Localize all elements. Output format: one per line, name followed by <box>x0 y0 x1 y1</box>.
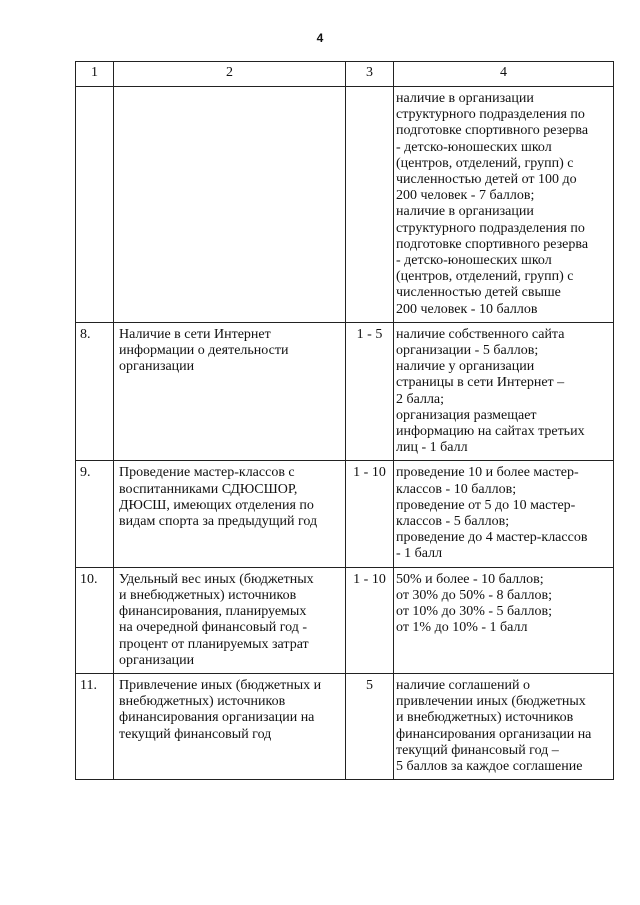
description-line: организация размещает <box>396 407 537 423</box>
criterion-line: организации <box>119 359 195 375</box>
description-line: 50% и более - 10 баллов; <box>396 571 544 587</box>
criterion-line: Наличие в сети Интернет <box>119 326 271 342</box>
criterion-line: Удельный вес иных (бюджетных <box>119 571 314 587</box>
description-line: наличие в организации <box>396 204 534 220</box>
criteria-table <box>75 61 614 780</box>
row-number: 10. <box>76 567 114 673</box>
description-line: информацию на сайтах третьих <box>396 424 585 440</box>
scoring-description-cell <box>394 322 614 461</box>
criterion-line: информации о деятельности <box>119 343 289 359</box>
description-line: от 1% до 10% - 1 балл <box>396 620 528 636</box>
score-range: 5 <box>346 673 394 779</box>
score-range <box>346 87 394 323</box>
scoring-description-cell <box>394 461 614 567</box>
page-number: 4 <box>316 31 324 45</box>
criterion-cell <box>114 673 346 779</box>
table-row <box>76 87 614 323</box>
description-line: от 10% до 30% - 5 баллов; <box>396 604 552 620</box>
description-line: (центров, отделений, групп) с <box>396 269 574 285</box>
table-row <box>76 322 614 461</box>
scoring-description-cell <box>394 87 614 323</box>
description-line: 200 человек - 10 баллов <box>396 301 538 317</box>
score-range: 1 - 10 <box>346 567 394 673</box>
criterion-cell <box>114 87 346 323</box>
description-line: подготовке спортивного резерва <box>396 236 589 252</box>
criterion-line: внебюджетных) источников <box>119 694 286 710</box>
criterion-cell <box>114 567 346 673</box>
score-range: 1 - 5 <box>346 322 394 461</box>
description-line: структурного подразделения по <box>396 107 585 123</box>
description-line: - 1 балл <box>396 546 443 562</box>
description-line: наличие соглашений о <box>396 677 530 693</box>
description-line: численностью детей от 100 до <box>396 172 577 188</box>
table-body <box>76 87 614 780</box>
criterion-line: видам спорта за предыдущий год <box>119 514 318 530</box>
description-line: текущий финансовый год – <box>396 742 559 758</box>
description-line: наличие в организации <box>396 91 534 106</box>
criterion-line: Привлечение иных (бюджетных и <box>119 677 322 693</box>
column-header-2: 2 <box>114 62 346 87</box>
description-line: проведение от 5 до 10 мастер- <box>396 497 576 513</box>
criterion-line: финансирования, планируемых <box>119 604 307 620</box>
description-line: структурного подразделения по <box>396 220 585 236</box>
column-header-1: 1 <box>76 62 114 87</box>
description-line: страницы в сети Интернет – <box>396 375 565 391</box>
row-number: 11. <box>76 673 114 779</box>
table-row <box>76 461 614 567</box>
column-header-4: 4 <box>394 62 614 87</box>
criterion-line: текущий финансовый год <box>119 726 272 742</box>
description-line: 200 человек - 7 баллов; <box>396 188 535 204</box>
criterion-line: ДЮСШ, имеющих отделения по <box>119 497 314 513</box>
description-line: от 30% до 50% - 8 баллов; <box>396 587 552 603</box>
row-number <box>76 87 114 323</box>
row-number: 9. <box>76 461 114 567</box>
row-number: 8. <box>76 322 114 461</box>
table-header-row <box>76 62 614 87</box>
description-line: классов - 10 баллов; <box>396 481 517 497</box>
description-line: наличие собственного сайта <box>396 326 565 342</box>
table-row <box>76 673 614 779</box>
description-line: 2 балла; <box>396 391 445 407</box>
column-header-3: 3 <box>346 62 394 87</box>
scoring-description-cell <box>394 673 614 779</box>
criterion-cell <box>114 322 346 461</box>
criterion-line: финансирования организации на <box>119 710 315 726</box>
description-line: численностью детей свыше <box>396 285 561 301</box>
description-line: проведение 10 и более мастер- <box>396 465 579 481</box>
score-range: 1 - 10 <box>346 461 394 567</box>
description-line: проведение до 4 мастер-классов <box>396 530 588 546</box>
criterion-cell <box>114 461 346 567</box>
table-row <box>76 567 614 673</box>
description-line: привлечении иных (бюджетных <box>396 694 586 710</box>
description-line: организации - 5 баллов; <box>396 343 539 359</box>
description-line: - детско-юношеских школ <box>396 253 552 269</box>
criterion-line: на очередной финансовый год - <box>119 620 307 636</box>
description-line: подготовке спортивного резерва <box>396 123 589 139</box>
description-line: финансирования организации на <box>396 726 592 742</box>
criterion-line: и внебюджетных) источников <box>119 587 297 603</box>
description-line: классов - 5 баллов; <box>396 514 510 530</box>
description-line: (центров, отделений, групп) с <box>396 155 574 171</box>
description-line: наличие у организации <box>396 359 535 375</box>
criterion-line: процент от планируемых затрат <box>119 636 309 652</box>
description-line: - детско-юношеских школ <box>396 139 552 155</box>
criterion-line: воспитанниками СДЮСШОР, <box>119 481 298 497</box>
description-line: лиц - 1 балл <box>396 440 468 456</box>
description-line: и внебюджетных) источников <box>396 710 574 726</box>
criterion-line: Проведение мастер-классов с <box>119 465 295 481</box>
criterion-line: организации <box>119 652 195 668</box>
description-line: 5 баллов за каждое соглашение <box>396 758 583 774</box>
scoring-description-cell <box>394 567 614 673</box>
